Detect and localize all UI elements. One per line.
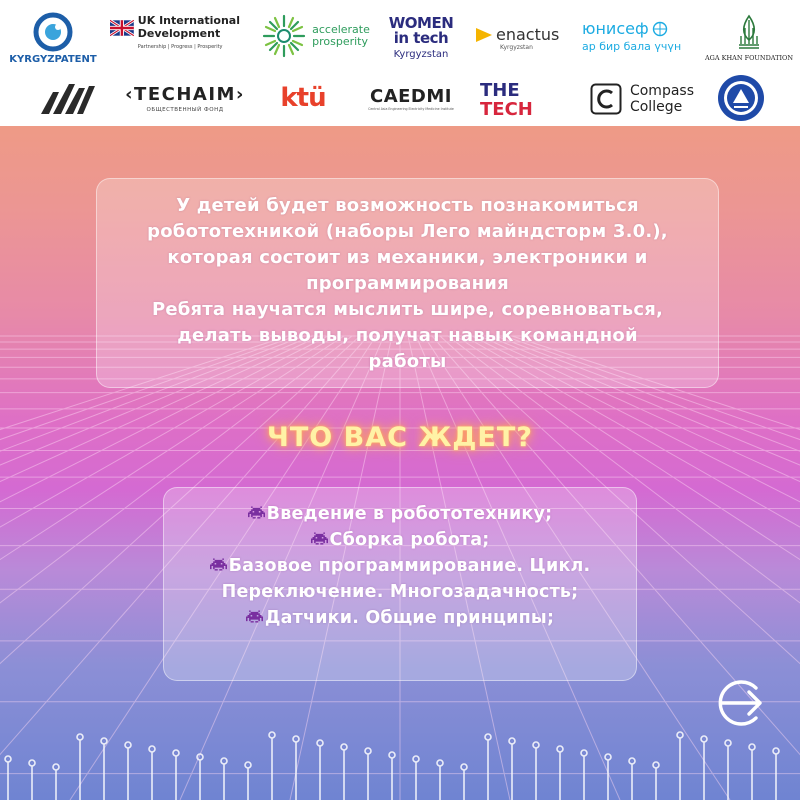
caedmi-label: CAEDMI xyxy=(370,86,452,107)
list-item-continuation: Переключение. Многозадачность; xyxy=(221,582,579,602)
women-label-line3: Kyrgyzstan xyxy=(393,49,449,60)
aga-khan-emblem-icon xyxy=(736,14,762,52)
circuit-node xyxy=(221,758,227,764)
enactus-label: enactus xyxy=(496,25,560,44)
logo-enactus xyxy=(474,14,564,62)
ktu-label: ktü xyxy=(280,83,326,113)
accelerate-label-line1: accelerate xyxy=(312,23,370,36)
circuit-node xyxy=(365,748,371,754)
compass-c-icon xyxy=(590,83,622,115)
logo-university-seal xyxy=(713,72,769,124)
logo-compass-college xyxy=(580,80,704,118)
circuit-node xyxy=(77,734,83,740)
logo-ktu xyxy=(268,80,338,116)
program-panel xyxy=(163,487,637,681)
circuit-node xyxy=(485,734,491,740)
logo-unicef xyxy=(582,14,700,58)
intro-panel xyxy=(96,178,719,388)
list-item-text: Введение в робототехнику; xyxy=(266,504,553,524)
logo-kyrgyzpatent xyxy=(4,8,102,68)
thetech-label-line1: THE xyxy=(480,80,520,101)
circuit-node xyxy=(461,764,467,770)
intro-line: делать выводы, получат навык командной xyxy=(177,325,638,346)
aga-khan-label: AGA KHAN FOUNDATION xyxy=(704,54,794,62)
circuit-node xyxy=(197,754,203,760)
circuit-node xyxy=(629,758,635,764)
space-invader-icon xyxy=(210,557,227,572)
intro-text xyxy=(97,193,718,375)
logo-slashes xyxy=(34,78,100,118)
circuit-node xyxy=(605,754,611,760)
logo-women-in-tech xyxy=(382,12,460,64)
techaim-label-text: TECHAIM xyxy=(134,84,236,105)
logo-uk-development xyxy=(110,14,240,56)
unicef-label-line1: юнисеф xyxy=(582,19,649,38)
logo-the-tech xyxy=(480,78,570,122)
logo-aga-khan xyxy=(700,10,798,66)
intro-line: программирования xyxy=(306,273,509,294)
accelerate-burst-icon xyxy=(260,12,308,60)
logo-caedmi xyxy=(354,84,468,114)
circuit-node xyxy=(773,748,779,754)
logo-techaim xyxy=(114,80,256,118)
university-seal-icon xyxy=(716,73,766,123)
circuit-node xyxy=(293,736,299,742)
circuit-node xyxy=(317,740,323,746)
uk-tagline: Partnership | Progress | Prosperity xyxy=(137,44,223,50)
circuit-node xyxy=(509,738,515,744)
circuit-node xyxy=(701,736,707,742)
logo-accelerate-prosperity xyxy=(258,12,372,60)
list-item-text: Датчики. Общие принципы; xyxy=(264,608,555,628)
kyrgyzpatent-emblem-icon xyxy=(33,12,73,52)
women-label-line2: in tech xyxy=(393,29,449,47)
list-item-text: Сборка робота; xyxy=(329,530,490,550)
list-item xyxy=(170,553,630,579)
circuit-node xyxy=(5,756,11,762)
thetech-label-line2: TECH xyxy=(480,99,533,120)
circuit-node xyxy=(677,732,683,738)
list-item-text: Базовое программирование. Цикл. xyxy=(228,556,591,576)
accelerate-label-line2: prosperity xyxy=(312,35,368,48)
intro-line: робототехникой (наборы Лего майндсторм 3.0.), xyxy=(147,221,668,242)
slashes-mark-icon xyxy=(37,80,97,116)
circuit-node xyxy=(101,738,107,744)
caedmi-sub: Central Asia Engineering Electricity Medicine Institute xyxy=(368,107,454,111)
unicef-label-line2: ар бир бала үчүн xyxy=(582,40,682,53)
space-invader-icon xyxy=(246,609,263,624)
circuit-node xyxy=(149,746,155,752)
poster xyxy=(0,126,800,800)
circuit-node xyxy=(749,744,755,750)
list-item xyxy=(170,605,630,631)
circuit-node xyxy=(581,750,587,756)
compass-label-line2: College xyxy=(629,99,683,115)
circuit-node xyxy=(125,742,131,748)
space-invader-icon xyxy=(248,505,265,520)
circuit-node xyxy=(245,762,251,768)
uk-label-line1: UK International xyxy=(137,14,240,27)
circuit-node xyxy=(389,752,395,758)
intro-line: У детей будет возможность познакомиться xyxy=(176,195,639,216)
circuit-node xyxy=(533,742,539,748)
circuit-decoration xyxy=(0,726,800,800)
circuit-node xyxy=(413,756,419,762)
space-invader-icon xyxy=(311,531,328,546)
circuit-node xyxy=(653,762,659,768)
enactus-sub: Kyrgyzstan xyxy=(500,44,533,51)
techaim-sub: ОБЩЕСТВЕННЫЙ ФОНД xyxy=(146,107,224,113)
unicef-globe-icon xyxy=(652,21,668,37)
program-list xyxy=(164,501,636,631)
intro-line: работы xyxy=(368,351,447,372)
uk-label-line2: Development xyxy=(137,27,221,40)
circuit-node xyxy=(53,764,59,770)
partner-logos xyxy=(0,0,800,126)
uk-flag-icon xyxy=(110,17,134,39)
intro-line: которая состоит из механики, электроники и xyxy=(167,247,648,268)
circuit-node xyxy=(557,746,563,752)
circuit-node xyxy=(437,760,443,766)
circuit-node xyxy=(269,732,275,738)
arrow-right-circle-icon[interactable] xyxy=(716,677,768,729)
circuit-node xyxy=(725,740,731,746)
circuit-node xyxy=(173,750,179,756)
compass-label-line1: Compass xyxy=(629,83,695,99)
list-item xyxy=(170,527,630,553)
kyrgyzpatent-label: KYRGYZPATENT xyxy=(9,53,97,65)
techaim-label: ‹TECHAIM› xyxy=(125,84,245,105)
circuit-node xyxy=(341,744,347,750)
circuit-node xyxy=(29,760,35,766)
enactus-chevron-icon xyxy=(474,26,494,44)
intro-line: Ребята научатся мыслить шире, соревноваться, xyxy=(151,299,664,320)
women-label-line1: WOMEN xyxy=(388,14,454,32)
section-heading: ЧТО ВАС ЖДЕТ? xyxy=(267,422,533,453)
list-item xyxy=(170,501,630,527)
